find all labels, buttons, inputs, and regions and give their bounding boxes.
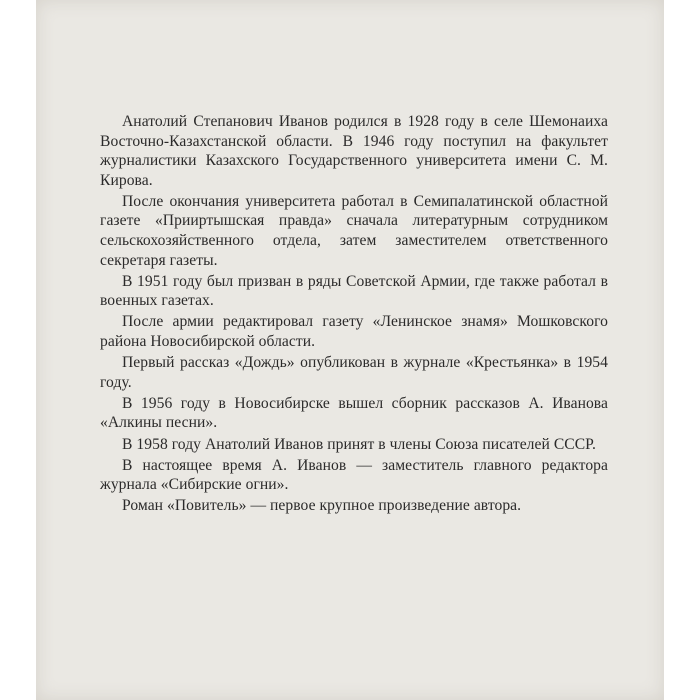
biography-text [100,112,608,516]
book-page [36,0,664,700]
paragraph-collection: В 1956 году в Новосибирске вышел сборник рассказов А. Иванова «Алкины песни». [100,394,608,432]
paragraph-army: В 1951 году был призван в ряды Советской Армии, где также работал в военных газетах. [100,272,608,310]
paragraph-editor: После армии редактировал газету «Ленинское знамя» Мошковского района Новосибирской области. [100,313,608,351]
paragraph-novel: Роман «Повитель» — первое крупное произведение автора. [122,497,522,515]
paragraph-newspaper-work: После окончания университета работал в Семипалатинской областной газете «Прииртышская правда» сначала литературным сотрудником сельскохозяйственного отдела, затем заместителем ответственного секретаря газеты. [100,192,608,269]
paragraph-birth-education: Анатолий Степанович Иванов родился в 1928 году в селе Шемонаиха Восточно-Казахстанской области. В 1946 году поступил на факультет журналистики Казахского Государственного университета имени С. М. Кирова. [100,113,608,189]
paragraph-first-story: Первый рассказ «Дождь» опубликован в журнале «Крестьянка» в 1954 году. [100,354,608,391]
paragraph-writers-union: В 1958 году Анатолий Иванов принят в члены Союза писателей СССР. [122,435,596,453]
paragraph-current-position: В настоящее время А. Иванов — заместитель главного редактора журнала «Сибирские огни». [100,456,608,494]
